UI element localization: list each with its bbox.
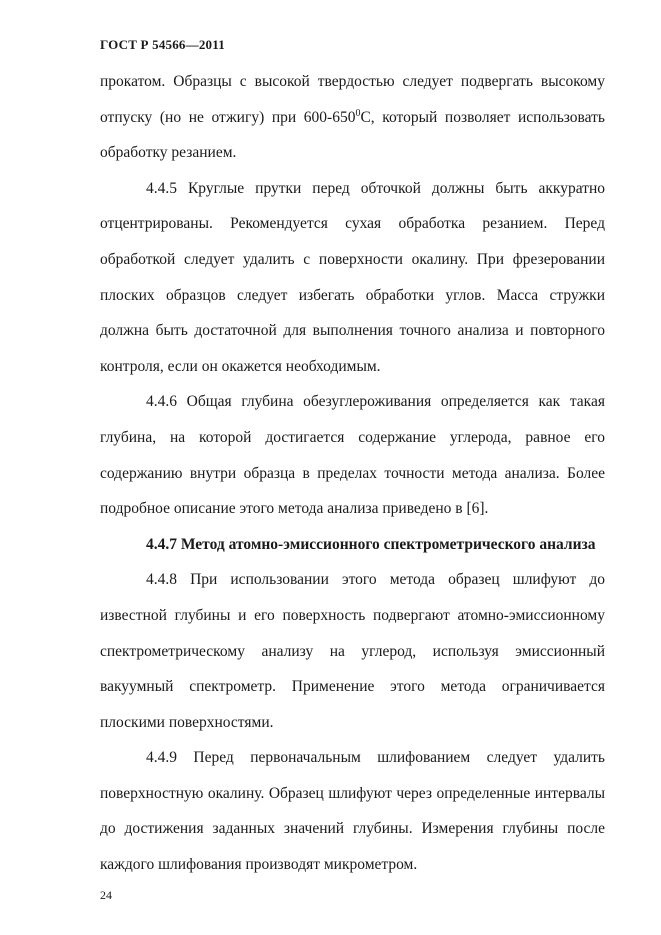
paragraph-4-4-8: 4.4.8 При использовании этого метода образец шлифуют до известной глубины и его поверхность подвергают атомно-эмиссионному спектрометрическому анализу на углерод, используя эмиссионный вакуумный спектрометр. Применение этого метода ограничивается плоскими поверхностями. bbox=[100, 571, 605, 731]
paragraph-4-4-5: 4.4.5 Круглые прутки перед обточкой должны быть аккуратно отцентрированы. Рекомендуется сухая обработка резанием. Перед обработкой следует удалить с поверхности окалину. При фрезеровании плоских образцов следует избегать обработки углов. Масса стружки должна быть достаточной для выполнения точного анализа и повторного контроля, если он окажется необходимым. bbox=[100, 179, 605, 375]
section-heading-4-4-7: 4.4.7 Метод атомно-эмиссионного спектрометрического анализа bbox=[146, 535, 596, 553]
paragraph-continuation bbox=[100, 64, 605, 171]
paragraph-4-4-6: 4.4.6 Общая глубина обезуглероживания определяется как такая глубина, на которой достигается содержание углерода, равное его содержанию внутри образца в пределах точности метода анализа. Более подробное описание этого метода анализа приведено в [6]. bbox=[100, 393, 605, 518]
document-header: ГОСТ Р 54566—2011 bbox=[100, 37, 225, 52]
paragraph-text: прокатом. Образцы с высокой твердостью следует подвергать высокому отпуску (но не отжигу) при 600-650 bbox=[100, 73, 605, 126]
paragraph-4-4-9: 4.4.9 Перед первоначальным шлифованием следует удалить поверхностную окалину. Образец шлифуют через определенные интервалы до достижения заданных значений глубины. Измерения глубины после каждого шлифования производят микрометром. bbox=[100, 749, 605, 874]
paragraph-text: С, который позволяет использовать обработку резанием. bbox=[100, 108, 605, 162]
page-number: 24 bbox=[100, 888, 112, 902]
document-body bbox=[100, 64, 605, 883]
degree-superscript: 0 bbox=[355, 107, 361, 119]
